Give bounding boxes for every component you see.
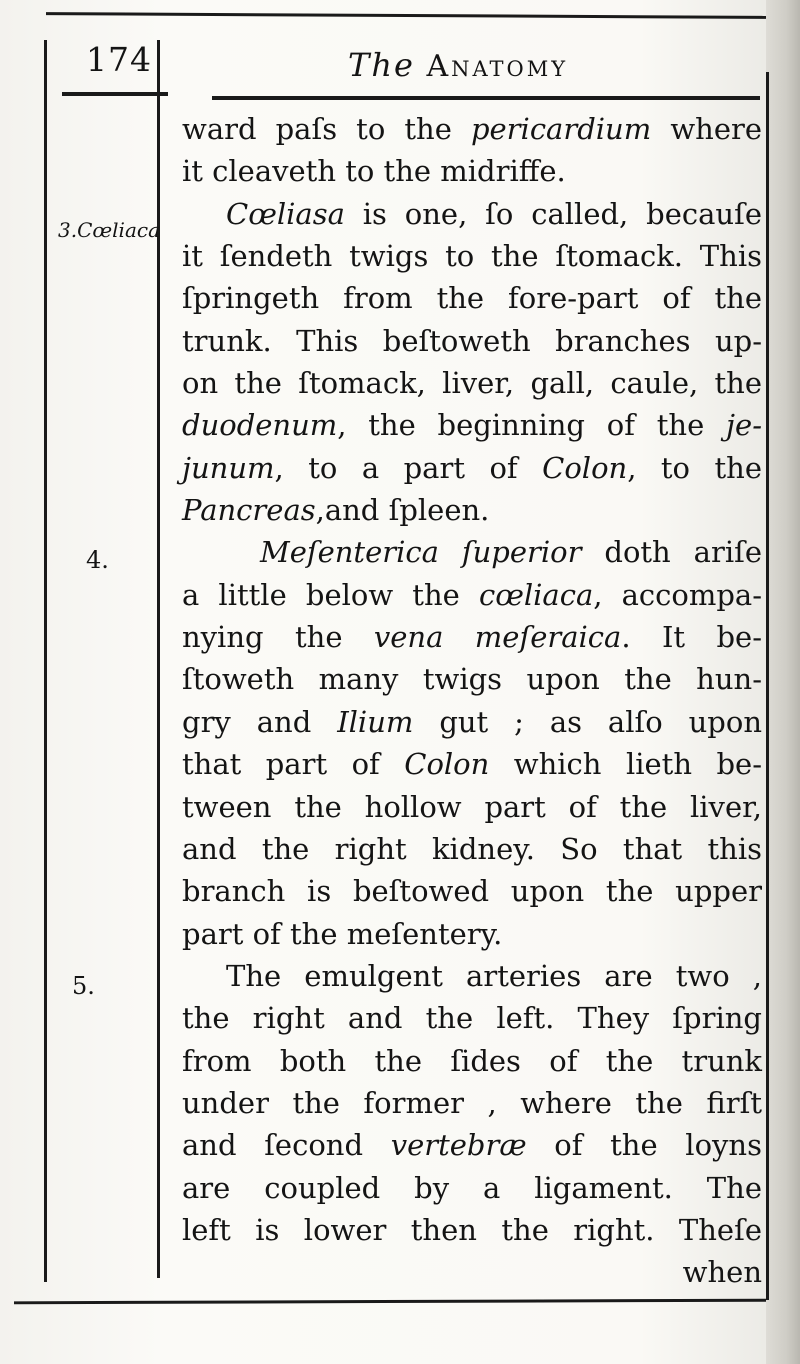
text-line: junum, to a part of Colon, to the (182, 450, 762, 485)
bottom-border-rule (14, 1299, 766, 1305)
text-line: Pancreas,and ſpleen. (182, 493, 490, 528)
running-head-title: Anatomy (426, 49, 569, 84)
left-border-rule (44, 40, 47, 1282)
text-line: it ſendeth twigs to the ſtomack. This (182, 239, 762, 274)
text-line: ſtoweth many twigs upon the hun- (182, 662, 762, 697)
text-line: under the former , where the firſt (182, 1085, 762, 1120)
running-head-the: The (348, 46, 415, 84)
text-line: part of the meſentery. (182, 916, 503, 951)
text-line: on the ſtomack, liver, gall, caule, the (182, 366, 762, 401)
text-line: branch is beſtowed upon the upper (182, 874, 762, 909)
text-line: duodenum, the beginning of the je- (182, 408, 762, 443)
page-gutter-edge (766, 0, 800, 1364)
text-line: ſpringeth from the fore-part of the (182, 281, 762, 316)
text-line: ward paſs to the pericardium where (182, 112, 763, 146)
text-line: Meſenterica ſuperior doth ariſe (260, 535, 762, 570)
text-line: nying the vena meſeraica. It be- (182, 620, 762, 655)
text-line: that part of Colon which lieth be- (182, 747, 762, 782)
running-head (348, 46, 568, 84)
text-line: and the right kidney. So that this (182, 831, 762, 866)
margin-note-5: 5. (72, 972, 95, 1000)
text-line: are coupled by a ligament. The (182, 1170, 762, 1205)
running-head-underline (212, 96, 760, 100)
margin-note-4: 4. (86, 546, 109, 574)
page-number-underline (62, 92, 168, 96)
text-line: trunk. This beſtoweth branches up- (182, 323, 762, 358)
margin-note-coeliaca: 3.Cœliaca (58, 218, 161, 242)
body-text (182, 108, 762, 1294)
text-line: it cleaveth to the midriffe. (182, 154, 566, 189)
text-line: Cœliasa is one, ſo called, becauſe (226, 196, 762, 231)
text-line: from both the ſides of the trunk (182, 1043, 762, 1078)
right-border-rule (766, 72, 769, 1300)
text-line: left is lower then the right. Theſe (182, 1212, 762, 1247)
text-line: and ſecond vertebræ of the loyns (182, 1128, 762, 1163)
text-line: gry and Ilium gut ; as alſo upon (182, 704, 762, 739)
text-line: the right and the left. They ſpring (182, 1001, 762, 1036)
text-line: The emulgent arteries are two , (226, 958, 762, 993)
text-line: tween the hollow part of the liver, (182, 789, 762, 824)
text-line: a little below the cœliaca, accompa- (182, 577, 762, 612)
top-border-rule (46, 12, 766, 19)
page-number: 174 (86, 40, 152, 79)
catchword: when (682, 1255, 762, 1290)
